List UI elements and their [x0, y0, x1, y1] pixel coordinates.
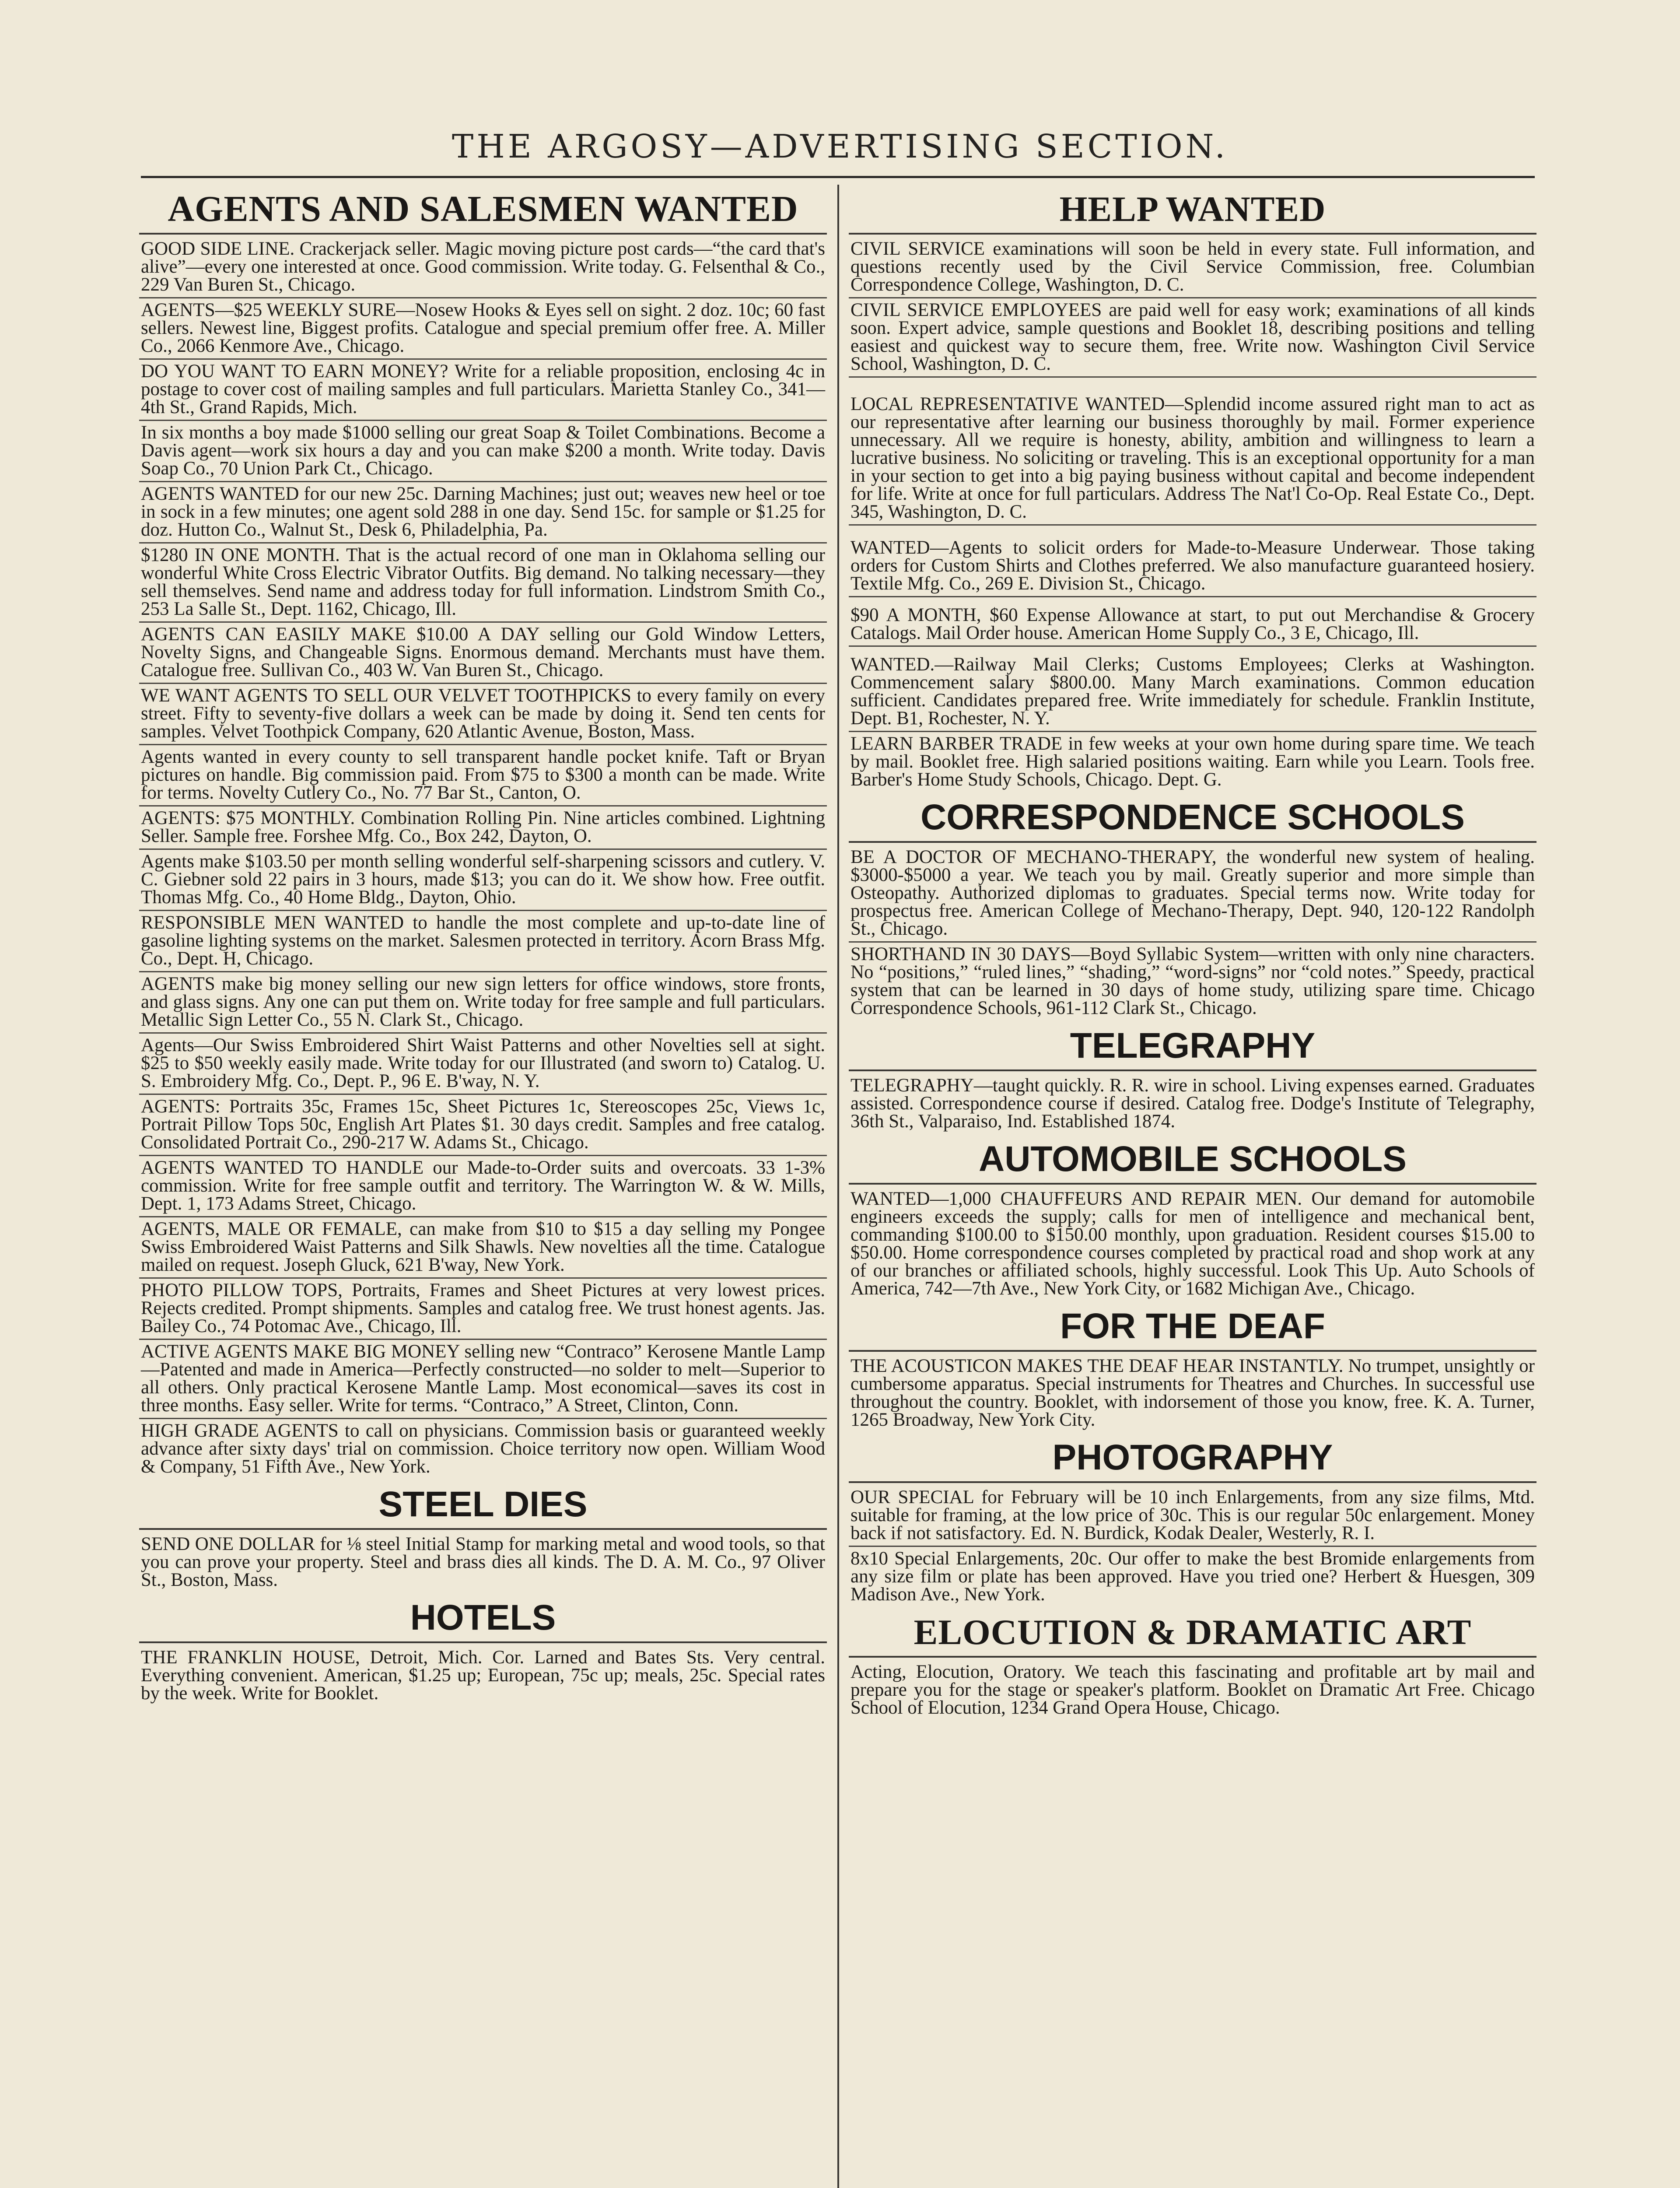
- column-divider: [837, 185, 839, 2188]
- section-rule: [849, 1183, 1536, 1185]
- ad-item: AGENTS WANTED for our new 25c. Darning Machines; just out; weaves new heel or toe in sock in a few minutes; one agent sold 288 in one day. Send 15c. for sample or $1.25 for doz. Hutton Co., Walnut St., Desk 6, Philadelphia, Pa.: [139, 482, 827, 543]
- ad-item: AGENTS, MALE OR FEMALE, can make from $10 to $15 a day selling my Pongee Swiss Embroidered Waist Patterns and Silk Shawls. New novelties all the time. Catalogue mailed on request. Joseph Gluck, 621 B'way, New York.: [139, 1217, 827, 1279]
- ad-item: AGENTS: Portraits 35c, Frames 15c, Sheet Pictures 1c, Stereoscopes 25c, Views 1c, Portrait Pillow Tops 50c, English Art Plates $1. 30 days credit. Samples and free catalog. Consolidated Portrait Co., 290-217 W. Adams St., Chicago.: [139, 1095, 827, 1156]
- ad-item: LOCAL REPRESENTATIVE WANTED—Splendid income assured right man to act as our representative after learning our business thoroughly by mail. Former experience unnecessary. All we require is honesty, ability, ambition and willingness to learn a lucrative business. No soliciting or traveling. This is an exceptional opportunity for a man in your section to get into a big paying business without capital and become independent for life. Write at once for full particulars. Address The Nat'l Co-Op. Real Estate Co., Dept. 345, Washington, D. C.: [849, 378, 1536, 526]
- section-hotels: [139, 1592, 827, 1706]
- ad-item: WANTED.—Railway Mail Clerks; Customs Employees; Clerks at Washington. Commencement salary $800.00. Many March examinations. Common education sufficient. Candidates prepared free. Write immediately for schedule. Franklin Institute, Dept. B1, Rochester, N. Y.: [849, 647, 1536, 732]
- ad-item: ACTIVE AGENTS MAKE BIG MONEY selling new “Contraco” Kerosene Mantle Lamp—Patented and made in America—Perfectly constructed—no solder to melt—Superior to all others. Only practical Kerosene Mantle Lamp. Most economical—saves its cost in three months. Easy seller. Write for terms. “Contraco,” A Street, Clinton, Conn.: [139, 1340, 827, 1419]
- ad-item: Acting, Elocution, Oratory. We teach this fascinating and profitable art by mail and prepare you for the stage or speaker's platform. Booklet on Dramatic Art Free. Chicago School of Elocution, 1234 Grand Opera House, Chicago.: [850, 1662, 1535, 1718]
- section-telegraphy: [849, 1020, 1536, 1134]
- ad-item: SEND ONE DOLLAR for ⅛ steel Initial Stamp for marking metal and wood tools, so that you can prove your property. Steel and brass dies all kinds. The D. A. M. Co., 97 Oliver St., Boston, Mass.: [141, 1534, 825, 1590]
- ad-item: AGENTS CAN EASILY MAKE $10.00 A DAY selling our Gold Window Letters, Novelty Signs, and Changeable Signs. Enormous demand. Merchants must have them. Catalogue free. Sullivan Co., 403 W. Van Buren St., Chicago.: [139, 623, 827, 684]
- ad-item: DO YOU WANT TO EARN MONEY? Write for a reliable proposition, enclosing 4c in postage to cover cost of mailing samples and full particulars. Marietta Stanley Co., 341—4th St., Grand Rapids, Mich.: [139, 360, 827, 421]
- ad-item: PHOTO PILLOW TOPS, Portraits, Frames and Sheet Pictures at very lowest prices. Rejects credited. Prompt shipments. Samples and catalog free. We trust honest agents. Jas. Bailey Co., 74 Potomac Ave., Chicago, Ill.: [139, 1279, 827, 1340]
- ad-item: Agents wanted in every county to sell transparent handle pocket knife. Taft or Bryan pictures on handle. Big commission paid. From $75 to $300 a month can be made. Write for terms. Novelty Cutlery Co., No. 77 Bar St., Canton, O.: [139, 745, 827, 806]
- section-automobile-schools: [849, 1134, 1536, 1301]
- section-steel-dies: [139, 1479, 827, 1592]
- ad-item: HIGH GRADE AGENTS to call on physicians. Commission basis or guaranteed weekly advance after sixty days' trial on commission. Choice territory now open. William Wood & Company, 51 Fifth Ave., New York.: [141, 1420, 825, 1477]
- section-rule: [139, 1641, 827, 1643]
- section-heading: TELEGRAPHY: [1070, 1026, 1316, 1066]
- ad-item: CIVIL SERVICE EMPLOYEES are paid well for easy work; examinations of all kinds soon. Expert advice, sample questions and Booklet 18, describing positions and telling easiest and quickest way to secure them, free. Write now. Washington Civil Service School, Washington, D. C.: [849, 298, 1536, 378]
- ad-item: In six months a boy made $1000 selling our great Soap & Toilet Combinations. Become a Davis agent—work six hours a day and you can make $200 a month. Write today. Davis Soap Co., 70 Union Park Ct., Chicago.: [139, 421, 827, 482]
- section-photography: [849, 1432, 1536, 1607]
- section-heading: STEEL DIES: [378, 1484, 588, 1524]
- section-rule: [849, 1481, 1536, 1483]
- ad-item: TELEGRAPHY—taught quickly. R. R. wire in school. Living expenses earned. Graduates assisted. Correspondence course if desired. Catalog free. Dodge's Institute of Telegraphy, 36th St., Valparaiso, Ind. Established 1874.: [850, 1075, 1535, 1132]
- section-heading: ELOCUTION & DRAMATIC ART: [914, 1612, 1472, 1652]
- ad-item: SHORTHAND IN 30 DAYS—Boyd Syllabic System—written with only nine characters. No “positions,” “ruled lines,” “shading,” “word-signs” nor “cold notes.” Speedy, practical system that can be learned in 30 days of home study, utilizing spare time. Chicago Correspondence Schools, 961-112 Clark St., Chicago.: [850, 944, 1535, 1018]
- ad-item: WANTED—1,000 CHAUFFEURS AND REPAIR MEN. Our demand for automobile engineers exceeds the supply; calls for men of intelligence and mechanical bent, commanding $100.00 to $150.00 monthly, upon graduation. Resident courses $15.00 to $50.00. Home correspondence courses completed by practical road and shop work at any of our branches or affiliated schools, highly successful. Look This Up. Auto Schools of America, 742—7th Ave., New York City, or 1682 Michigan Ave., Chicago.: [850, 1189, 1535, 1299]
- section-rule: [849, 1656, 1536, 1658]
- section-rule: [849, 1069, 1536, 1071]
- section-heading: HELP WANTED: [1059, 189, 1326, 229]
- ad-item: $1280 IN ONE MONTH. That is the actual record of one man in Oklahoma selling our wonderful White Cross Electric Vibrator Outfits. Big demand. No talking necessary—they sell themselves. Send name and address today for full information. Lindstrom Smith Co., 253 La Salle St., Dept. 1162, Chicago, Ill.: [139, 543, 827, 623]
- running-head: THE ARGOSY—ADVERTISING SECTION.: [452, 128, 1228, 165]
- section-rule: [849, 233, 1536, 235]
- ad-item: GOOD SIDE LINE. Crackerjack seller. Magic moving picture post cards—“the card that's alive”—every one interested at once. Good commission. Write today. G. Felsenthal & Co., 229 Van Buren St., Chicago.: [139, 237, 827, 298]
- section-for-the-deaf: [849, 1301, 1536, 1432]
- section-rule: [849, 841, 1536, 843]
- ad-item: 8x10 Special Enlargements, 20c. Our offer to make the best Bromide enlargements from any size film or plate has been approved. Have you tried one? Herbert & Huesgen, 309 Madison Ave., New York.: [850, 1548, 1535, 1605]
- section-heading: CORRESPONDENCE SCHOOLS: [920, 797, 1465, 837]
- ad-item: Agents—Our Swiss Embroidered Shirt Waist Patterns and other Novelties sell at sight. $25 to $50 weekly easily made. Write today for our Illustrated (and sworn to) Catalog. U. S. Embroidery Mfg. Co., Dept. P., 96 E. B'way, N. Y.: [139, 1034, 827, 1095]
- ad-item: CIVIL SERVICE examinations will soon be held in every state. Full information, and questions recently used by the Civil Service Commission, free. Columbian Correspondence College, Washington, D. C.: [849, 237, 1536, 298]
- ad-item: LEARN BARBER TRADE in few weeks at your own home during spare time. We teach by mail. Booklet free. High salaried positions waiting. Earn while you Learn. Tools free. Barber's Home Study Schools, Chicago. Dept. G.: [850, 733, 1535, 790]
- section-heading: AGENTS AND SALESMEN WANTED: [168, 189, 798, 229]
- ad-item: AGENTS: $75 MONTHLY. Combination Rolling Pin. Nine articles combined. Lightning Seller. Sample free. Forshee Mfg. Co., Box 242, Dayton, O.: [139, 806, 827, 850]
- section-heading: HOTELS: [410, 1598, 556, 1637]
- section-agents: [139, 184, 827, 1479]
- section-heading: PHOTOGRAPHY: [1052, 1438, 1333, 1477]
- ad-item: WE WANT AGENTS TO SELL OUR VELVET TOOTHPICKS to every family on every street. Fifty to seventy-five dollars a week can be made by doing it. Send ten cents for samples. Velvet Toothpick Company, 620 Atlantic Avenue, Boston, Mass.: [139, 684, 827, 745]
- ad-item: Agents make $103.50 per month selling wonderful self-sharpening scissors and cutlery. V. C. Giebner sold 22 pairs in 3 hours, made $13; you can do it. We show how. Free outfit. Thomas Mfg. Co., 40 Home Bldg., Dayton, Ohio.: [139, 850, 827, 911]
- ad-item: AGENTS WANTED TO HANDLE our Made-to-Order suits and overcoats. 33 1-3% commission. Write for free sample outfit and territory. The Warrington W. & W. Mills, Dept. 1, 173 Adams Street, Chicago.: [139, 1156, 827, 1217]
- ad-item: RESPONSIBLE MEN WANTED to handle the most complete and up-to-date line of gasoline lighting systems on the market. Salesmen protected in territory. Acorn Brass Mfg. Co., Dept. H, Chicago.: [139, 911, 827, 972]
- ad-item: OUR SPECIAL for February will be 10 inch Enlargements, from any size films, Mtd. suitable for framing, at the low price of 30c. This is our regular 50c enlargement. Money back if not satisfactory. Ed. N. Burdick, Kodak Dealer, Westerly, R. I.: [849, 1486, 1536, 1547]
- section-correspondence-schools: [849, 792, 1536, 1020]
- section-elocution: [849, 1607, 1536, 1720]
- section-heading: FOR THE DEAF: [1060, 1306, 1325, 1346]
- section-rule: [849, 1350, 1536, 1352]
- ad-item: WANTED—Agents to solicit orders for Made-to-Measure Underwear. Those taking orders for Custom Shirts and Clothes preferred. We also manufacture guaranteed hosiery. Textile Mfg. Co., 269 E. Division St., Chicago.: [849, 526, 1536, 597]
- section-rule: [139, 233, 827, 235]
- left-column: [139, 184, 827, 2188]
- ad-item: AGENTS—$25 WEEKLY SURE—Nosew Hooks & Eyes sell on sight. 2 doz. 10c; 60 fast sellers. Newest line, Biggest profits. Catalogue and special premium offer free. A. Miller Co., 2066 Kenmore Ave., Chicago.: [139, 298, 827, 360]
- header-rule: [141, 176, 1535, 178]
- section-heading: AUTOMOBILE SCHOOLS: [979, 1139, 1407, 1179]
- ad-item: THE FRANKLIN HOUSE, Detroit, Mich. Cor. Larned and Bates Sts. Very central. Everything convenient. American, $1.25 up; European, 75c up; meals, 25c. Special rates by the week. Write for Booklet.: [141, 1647, 825, 1704]
- ad-item: THE ACOUSTICON MAKES THE DEAF HEAR INSTANTLY. No trumpet, unsightly or cumbersome apparatus. Special instruments for Theatres and Churches. In successful use throughout the country. Booklet, with indorsement of those you know, free. K. A. Turner, 1265 Broadway, New York City.: [850, 1356, 1535, 1430]
- section-rule: [139, 1528, 827, 1530]
- ad-item: AGENTS make big money selling our new sign letters for office windows, store fronts, and glass signs. Any one can put them on. Write today for free sample and full particulars. Metallic Sign Letter Co., 55 N. Clark St., Chicago.: [139, 972, 827, 1034]
- section-help-wanted: [849, 184, 1536, 792]
- ad-item: $90 A MONTH, $60 Expense Allowance at start, to put out Merchandise & Grocery Catalogs. Mail Order house. American Home Supply Co., 3 E, Chicago, Ill.: [849, 597, 1536, 647]
- ad-item: BE A DOCTOR OF MECHANO-THERAPY, the wonderful new system of healing. $3000-$5000 a year. We teach you by mail. Greatly superior and more simple than Osteopathy. Authorized diplomas to graduates. Special terms now. Write today for prospectus free. American College of Mechano-Therapy, Dept. 940, 120-122 Randolph St., Chicago.: [849, 845, 1536, 943]
- right-column: [849, 184, 1536, 2188]
